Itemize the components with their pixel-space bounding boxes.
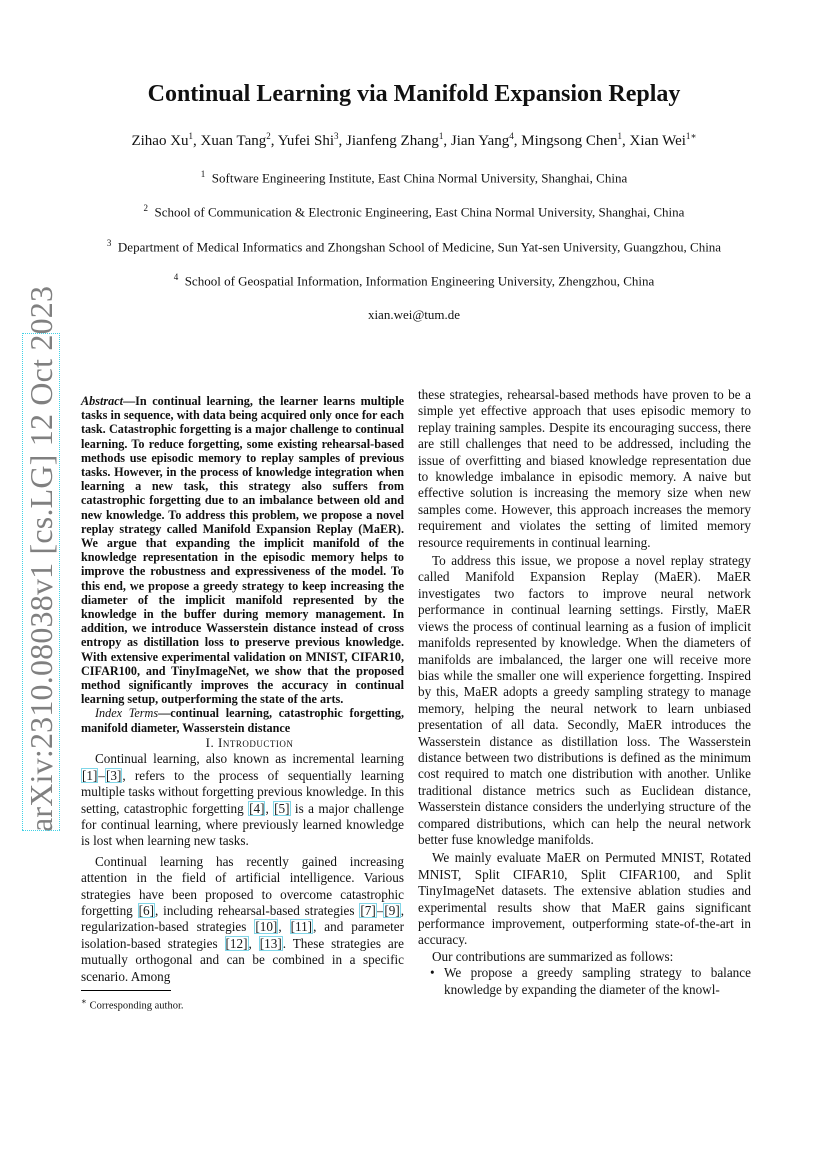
affiliation-text: School of Communication & Electronic Engineering, East China Normal University, Shanghai, China (154, 204, 685, 220)
list-item: • We propose a greedy sampling strategy to balance knowledge by expanding the diameter of the knowl- (432, 965, 751, 998)
citation-link[interactable]: [10] (255, 919, 278, 935)
footnote (81, 996, 183, 1012)
author-affiliation-mark: 1 (438, 131, 444, 141)
citation-link[interactable]: [3] (105, 767, 122, 783)
author-affiliation-mark: 1 (188, 131, 194, 141)
text-run: Continual learning, also known as incremental learning (95, 751, 404, 767)
citation-link[interactable]: [6] (138, 902, 155, 918)
index-terms-text: —continual learning, catastrophic forgetting, manifold diameter, Wasserstein distance (81, 706, 404, 735)
affiliation-mark: 1 (200, 169, 206, 179)
text-run: , (248, 935, 259, 951)
citation-link[interactable]: [12] (225, 935, 248, 951)
text-run: , refers to the process of sequentially learning multiple tasks without forgetting previous knowledge. In this setting, catastrophic forgetting (81, 767, 404, 816)
right-column (418, 387, 751, 998)
intro-paragraph-1 (81, 751, 404, 849)
author-affiliation-mark: 1 (617, 131, 622, 141)
contribution-list (418, 965, 751, 998)
section-heading: I. Introduction (205, 734, 294, 750)
author-list: Zihao Xu$^1$, Xuan Tang$^2$, Yufei Shi$^3$, Jianfeng Zhang$^1$, Jian Yang$^4$, Mingsong Chen$^1$, Xian Wei$^{1∗}$ (131, 131, 697, 149)
abstract-text: —In continual learning, the learner learns multiple tasks in sequence, with data being acquired only once for each task. Catastrophic forgetting is a major challenge to continual learning. To reduce forgetting, some existing rehearsal-based methods use episodic memory to replay samples of previous tasks. However, in the process of knowledge integration when learning a new task, this strategy also suffers from catastrophic forgetting due to an imbalance between old and new knowledge. To address this problem, we propose a novel replay strategy called Manifold Expansion Replay (MaER). We argue that expanding the implicit manifold of the knowledge representation in the episodic memory helps to improve the robustness and expressiveness of the model. To this end, we propose a greedy strategy to keep increasing the diameter of the implicit manifold represented by the knowledge in the buffer during memory management. In addition, we introduce Wasserstein distance instead of cross entropy as distillation loss to preserve previous knowledge. With extensive experimental validation on MNIST, CIFAR10, CIFAR100, and TinyImageNet, we show that the proposed method significantly improves the accuracy in continual learning setup, outperforming the state of the arts. (81, 394, 404, 707)
paper-title: Continual Learning via Manifold Expansion Replay (147, 81, 681, 107)
body-paragraph: We mainly evaluate MaER on Permuted MNIST, Rotated MNIST, Split CIFAR10, Split CIFAR100, and Split TinyImageNet datasets. The extensive ablation studies and experimental results show that MaER gains significant performance improvement, outperforming state-of-the-art in accuracy. (418, 850, 751, 948)
author-name: Jianfeng Zhang (345, 133, 439, 149)
footnote-rule (81, 990, 171, 991)
affiliation-2 (0, 203, 828, 220)
text-run: is a major challenge for continual learning, where previously learned knowledge is lost when learning new tasks. (81, 800, 405, 849)
abstract-label: Abstract (81, 394, 123, 408)
affiliation-3 (0, 238, 828, 255)
text-run: , regularization-based strategies (81, 902, 405, 935)
affiliation-text: Software Engineering Institute, East China Normal University, Shanghai, China (211, 170, 628, 186)
text-run: – (98, 767, 105, 783)
author-name: Zihao Xu (131, 133, 189, 149)
affiliation-4 (0, 272, 828, 289)
affiliation-text: School of Geospatial Information, Information Engineering University, Zhengzhou, China (184, 273, 655, 289)
body-paragraph: Our contributions are summarized as follows: (432, 948, 674, 964)
citation-link[interactable]: [13] (259, 935, 282, 951)
citation-link[interactable]: [1] (82, 767, 98, 783)
text-run: , (265, 800, 274, 816)
citation-link[interactable]: [11] (290, 919, 313, 935)
body-paragraph: To address this issue, we propose a novel replay strategy called Manifold Expansion Replay (MaER). MaER investigates two factors to improve neural network performance in continual learning settings. Firstly, MaER views the process of continual learning as a fusion of implicit manifolds represented by knowledge. When the diameters of manifolds are imbalanced, the larger one will receive more bias while the smaller one will experience forgetting. Inspired by this, MaER adopts a greedy sampling strategy to manage memory, helping the neural network to learn unbiased presentation of all data. Secondly, MaER introduces the Wasserstein distance as distillation loss. The Wasserstein distance between two distributions is defined as the minimum cost required to match one distribution with another. Unlike traditional distance metrics such as Euclidean distance, Wasserstein distance considers the underlying structure of the compared distributions, which can help the neural network better fuse knowledge manifolds. (418, 553, 751, 847)
citation-link[interactable]: [9] (384, 902, 400, 918)
text-run: , including rehearsal-based strategies (155, 902, 360, 918)
citation-link[interactable]: [4] (249, 800, 265, 816)
text-run: , (278, 919, 290, 935)
left-column (81, 394, 404, 985)
text-run: . These strategies are mutually orthogonal and can be combined in a specific scenario. Among (81, 935, 405, 984)
affiliation-1 (0, 169, 828, 186)
citation-link[interactable]: [5] (274, 800, 290, 816)
text-run: , and parameter isolation-based strategies (81, 919, 404, 951)
author-name: Jian Yang (450, 133, 510, 149)
author-affiliation-mark: 2 (266, 131, 271, 141)
abstract (81, 394, 404, 706)
author-affiliation-mark: 4 (509, 131, 514, 141)
intro-paragraph-2 (81, 854, 404, 985)
affiliation-mark: 4 (173, 272, 179, 282)
footnote-mark: ∗ (81, 996, 87, 1006)
author-name: Xuan Tang (200, 133, 267, 149)
contact-email[interactable]: xian.wei@tum.de (367, 307, 461, 322)
affiliation-mark: 2 (143, 203, 149, 213)
arxiv-stamp: arXiv:2310.08038v1 [cs.LG] 12 Oct 2023 (23, 285, 59, 832)
citation-link[interactable]: [7] (360, 902, 376, 918)
affiliation-text: Department of Medical Informatics and Zhongshan School of Medicine, Sun Yat-sen University, Guangzhou, China (117, 239, 722, 255)
author-affiliation-mark: 3 (333, 131, 339, 141)
affiliation-mark: 3 (106, 238, 112, 248)
index-terms-label: Index Terms (95, 706, 159, 721)
footnote-text: Corresponding author. (86, 1000, 184, 1012)
author-affiliation-mark: 1∗ (685, 131, 697, 141)
index-terms (81, 706, 404, 734)
author-name: Mingsong Chen (521, 133, 618, 149)
author-name: Xian Wei (629, 133, 686, 149)
text-run: Continual learning has recently gained increasing attention in the field of artificial intelligence. Various strategies have been proposed to overcome catastrophic forgetting (81, 853, 404, 918)
body-paragraph: these strategies, rehearsal-based methods have proven to be a simple yet effective approach that uses episodic memory to replay training samples. Despite its encouraging success, there are still challenges that need to be addressed, including the issue of overfitting and biased knowledge representation due to knowledge imbalance in episodic memory. A naive but effective solution is increasing the memory size when new samples come. However, this approach increases the memory requirement and violates the setting of limited memory resource requirements in continual learning. (418, 387, 751, 550)
text-run: – (376, 902, 384, 918)
author-name: Yufei Shi (277, 133, 334, 149)
